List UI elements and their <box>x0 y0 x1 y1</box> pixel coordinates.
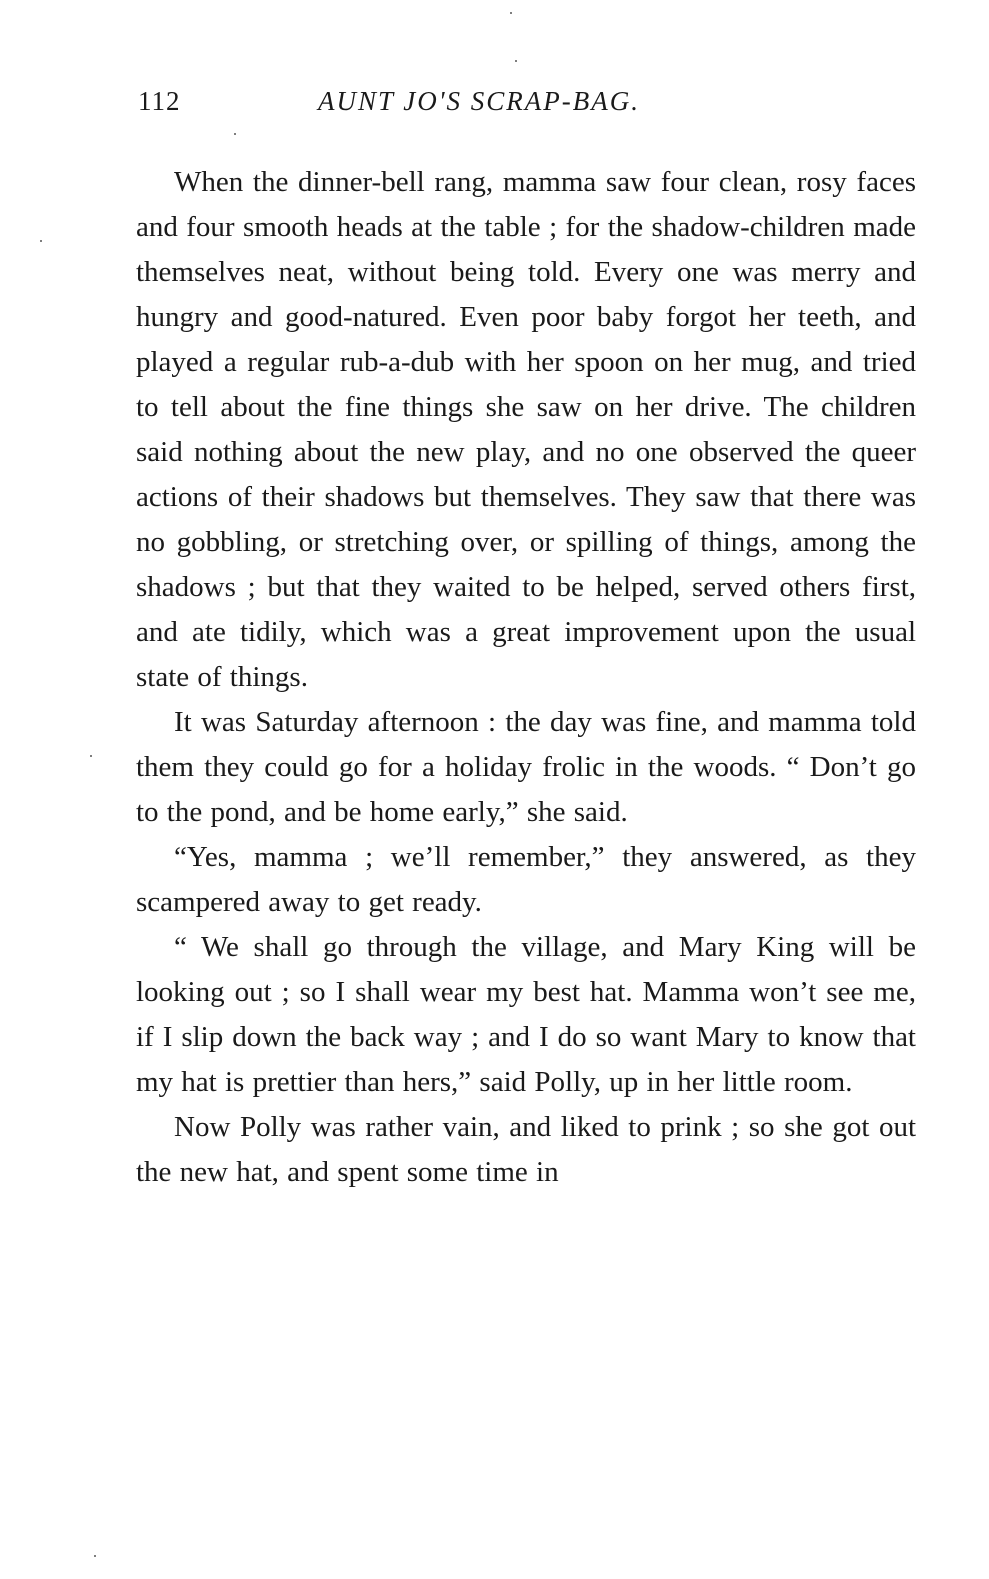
scan-speck <box>515 60 517 62</box>
page-number: 112 <box>138 86 181 116</box>
running-head <box>138 86 918 126</box>
body-text <box>136 160 916 1195</box>
paragraph-village: “ We shall go through the village, and Mary King will be looking out ; so I shall wear my best hat. Mamma won’t see me, if I slip down the back way ; and I do so want Mary to know that my hat is prettier than hers,” said Polly, up in her little room. <box>136 931 916 1098</box>
scan-speck <box>90 755 92 757</box>
running-title: AUNT JO'S SCRAP-BAG. <box>318 86 640 116</box>
scan-speck <box>40 240 42 242</box>
scan-speck <box>234 133 236 135</box>
paragraph-saturday: It was Saturday afternoon : the day was fine, and mamma told them they could go for a holiday frolic in the woods. “ Don’t go to the pond, and be home early,” she said. <box>136 706 916 828</box>
scan-speck <box>510 12 512 14</box>
paragraph-dinner: When the dinner-bell rang, mamma saw four clean, rosy faces and four smooth heads at the table ; for the shadow-children made themselves neat, without being told. Every one was merry and hungry and good-natured. Even poor baby forgot her teeth, and played a regular rub-a-dub with her spoon on her mug, and tried to tell about the fine things she saw on her drive. The children said nothing about the new play, and no one observed the queer actions of their shadows but themselves. They saw that there was no gobbling, or stretching over, or spilling of things, among the shadows ; but that they waited to be helped, served others first, and ate tidily, which was a great improvement upon the usual state of things. <box>136 166 916 693</box>
scan-speck <box>94 1555 96 1557</box>
paragraph-yes-mamma: “Yes, mamma ; we’ll remember,” they answered, as they scampered away to get ready. <box>136 841 916 918</box>
paragraph-polly-vain: Now Polly was rather vain, and liked to prink ; so she got out the new hat, and spent some time in <box>136 1111 916 1188</box>
